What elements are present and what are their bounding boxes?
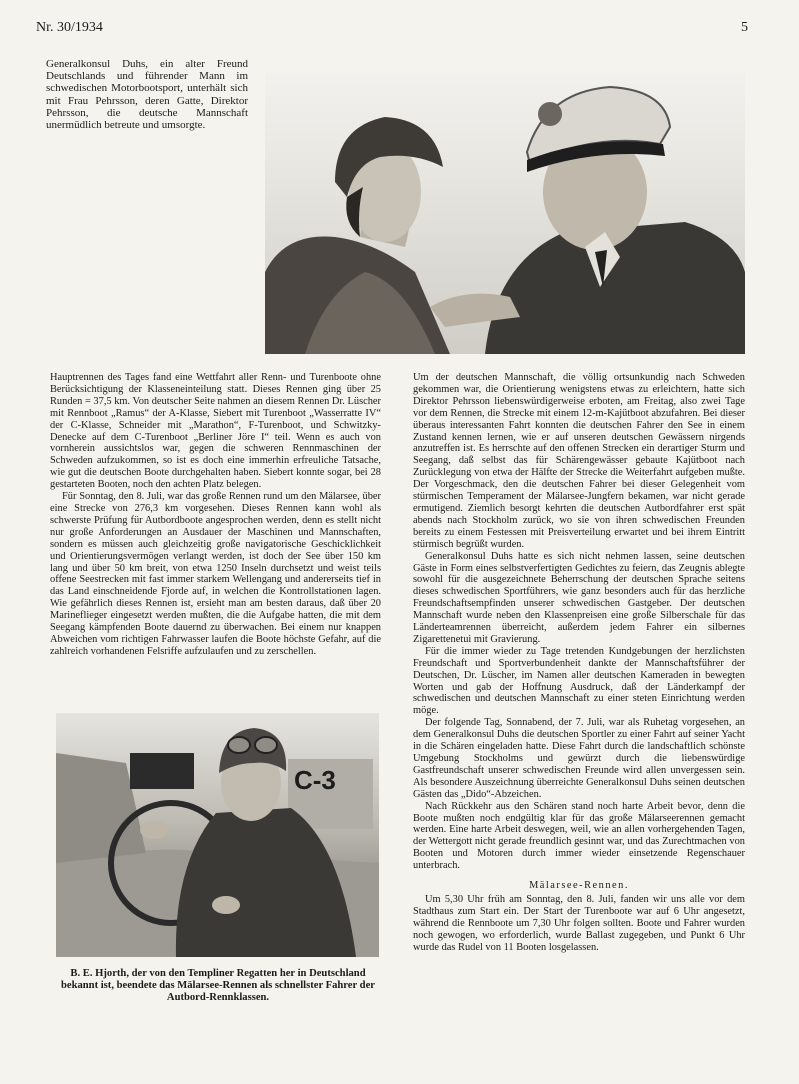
paragraph: Nach Rückkehr aus den Schären stand noch harte Arbeit bevor, denn die Boote mußten noch endgültig klar für das große Mälarseerennen gemacht werden. Eine harte Arbeit deswegen, weil, wie an allen vorhergehenden Tagen, der Wettergott nicht gerade freundlich gesinnt war, und das Zurechtmachen von Booten und Motoren durch immer wieder einsetzende Regenschauer unterbrach.: [413, 800, 745, 872]
photo-illustration: [56, 713, 379, 957]
paragraph: Der folgende Tag, Sonnabend, der 7. Juli, war als Ruhetag vorgesehen, an dem Generalkonsul Duhs die deutschen Sportler zu einer Fahrt auf seiner Yacht in die Schären eingeladen hatte. Diese Fahrt durch die landschaftlich schönste Umgebung Stockholms und gewürzt durch die liebenswürdige Gastfreundschaft unserer schwedischen Freunde wird allen unvergessen sein. Als besondere Auszeichnung überreichte Generalkonsul Duhs seinen deutschen Gästen das „Dido“-Abzeichen.: [413, 717, 745, 800]
page-number: 5: [741, 20, 748, 35]
paragraph: Für Sonntag, den 8. Juli, war das große Rennen rund um den Mälarsee, über eine Strecke von 276,3 km vorgesehen. Dieses Rennen kann wohl als schwerste Prüfung für Autbordboote angesprochen werden, denn es stellt nicht nur große Anforderungen an Ausdauer der Maschinen und Mannschaften, sondern es müssen auch gleichzeitig große navigatorische Geschicklichkeit und Orientierungsvermögen verlangt werden, ist doch der See über 150 km lang und über 50 km breit, von etwa 1250 Inseln durchsetzt und weist teils offene Seestrecken mit fast immer starkem Wellengang und andererseits tief in das Land einschneidende Fjorde auf, in welchen die Kontrollstationen lagen. Wie gefährlich dieses Rennen ist, ersieht man am besten daraus, daß über 20 Marineflieger eingesetzt werden mußten, die die Aufgabe hatten, die mit dem Seegang kämpfenden Boote dauernd zu überwachen. Bei einem nur knappen Abweichen vom richtigen Fahrwasser laufen die Boote höchste Gefahr, auf die zahlreich vorhandenen Felsriffe aufzulaufen und zu zerschellen.: [50, 491, 381, 657]
paragraph: Um der deutschen Mannschaft, die völlig ortsunkundig nach Schweden gekommen war, die Orientierung wenigstens etwas zu erleichtern, hatte sich Direktor Pehrsson liebenswürdigerweise erboten, am Freitag, also zwei Tage vor dem Rennen, die Strecke mit einem 12-m-Kajütboot abzufahren. Bei dieser überaus interessanten Fahrt konnten die deutschen Fahrer den See in einem Zustand kennen lernen, wie er auf unseren deutschen Gewässern nirgends anzutreffen ist. Es herrschte auf den offenen Strecken ein derartiger Sturm und Seegang, daß selbst das für Schärengewässer gebaute Kajütboot nach Zurücklegung von etwa der Hälfte der Strecke die Weiterfahrt aufgeben mußte. Der Vorgeschmack, den die deutschen Fahrer bei dieser Gelegenheit vom stürmischen Temperament der Mälarsee-Jungfern bekamen, war nicht gerade ermutigend. Ziemlich besorgt kehrten die deutschen Autbordfahrer erst spät abends nach Stockholm zurück, wo sie von ihren schwedischen Freunden bereits zu einem Festessen mit Preisverteilung erwartet und bei ihrem Eintritt stürmisch begrüßt wurden.: [413, 372, 745, 550]
photo-hjorth-in-boat: [56, 713, 379, 957]
article-left-column: [50, 372, 381, 658]
photo-caption-top: Generalkonsul Duhs, ein alter Freund Deutschlands und führender Mann im schwedischen Motorbootsport, unterhält sich mit Frau Pehrsson, deren Gatte, Direktor Pehrsson, die deutsche Mannschaft unermüdlich betreute und umsorgte.: [46, 58, 248, 132]
paragraph: Hauptrennen des Tages fand eine Wettfahrt aller Renn- und Turenboote ohne Berücksichtigung der Klasseneinteilung statt. Dieses Rennen ging über 25 Runden = 37,5 km. Von deutscher Seite nahmen an diesem Rennen Dr. Lüscher mit Rennboot „Ramus“ der A-Klasse, Siebert mit Turenboot „Wasserratte IV“ der C-Klasse, Schneider mit „Marathon“, F-Turenboot, und Schwitzky-Denecke auf dem C-Turenboot „Berliner Jöre I“ teil. Wenn es auch von vornherein aussichtslos war, gegen die schweren Rennmaschinen der Schweden aufzukommen, so ist es doch eine immerhin erfreuliche Tatsache, wie gut die deutschen Boote durchgehalten haben. Siebert konnte sogar, bei 28 gestarteten Booten, noch den achten Platz belegen.: [50, 372, 381, 491]
boat-number: C-3: [294, 765, 336, 795]
section-heading: Mälarsee-Rennen.: [529, 880, 629, 892]
paragraph: Für die immer wieder zu Tage tretenden Kundgebungen der herzlichsten Freundschaft und Sportverbundenheit dankte der Mannschaftsführer der Deutschen, Dr. Lüscher, im Namen aller deutschen Kameraden in bewegten Worten und gab der Hoffnung Ausdruck, daß der Länderkampf der schwedischen und deutschen Mannschaft zu einer steten Einrichtung werden möge.: [413, 645, 745, 717]
paragraph: Um 5,30 Uhr früh am Sonntag, den 8. Juli, fanden wir uns alle vor dem Stadthaus zum Start ein. Der Start der Turenboote war auf 6 Uhr angesetzt, während die Rennboote um 7,30 Uhr folgen sollten. Boote und Fahrer wurden noch gewogen, wo erforderlich, wurde Ballast zugegeben, und Punkt 6 Uhr wurde das Rudel von 11 Booten losgelassen.: [413, 893, 745, 953]
photo-consul-and-mrs-pehrsson: [265, 72, 745, 354]
paragraph: Generalkonsul Duhs hatte es sich nicht nehmen lassen, seine deutschen Gäste in Form eines selbstverfertigten Gedichtes zu feiern, das Zeugnis ablegte sowohl für die ausgezeichnete Beherrschung der deutschen Sprache seitens dieses schwedischen Sportführers, wie ganz besonders auch für das herzliche Freundschaftsempfinden unserer schwedischen Gastgeber. Der deutschen Mannschaft wurde neben den Klassenpreisen eine große Silberschale für das Länderteamrennen überreicht, außerdem jedem Fahrer ein silbernes Zigarettenetui mit Gravierung.: [413, 550, 745, 645]
issue-number: Nr. 30/1934: [36, 20, 103, 35]
photo-caption-bottom: B. E. Hjorth, der von den Templiner Regatten her in Deutschland bekannt ist, beendete das Mälarsee-Rennen als schnellster Fahrer der Autbord-Rennklassen.: [61, 968, 375, 1003]
article-right-column: [413, 372, 745, 954]
photo-illustration: [265, 72, 745, 354]
